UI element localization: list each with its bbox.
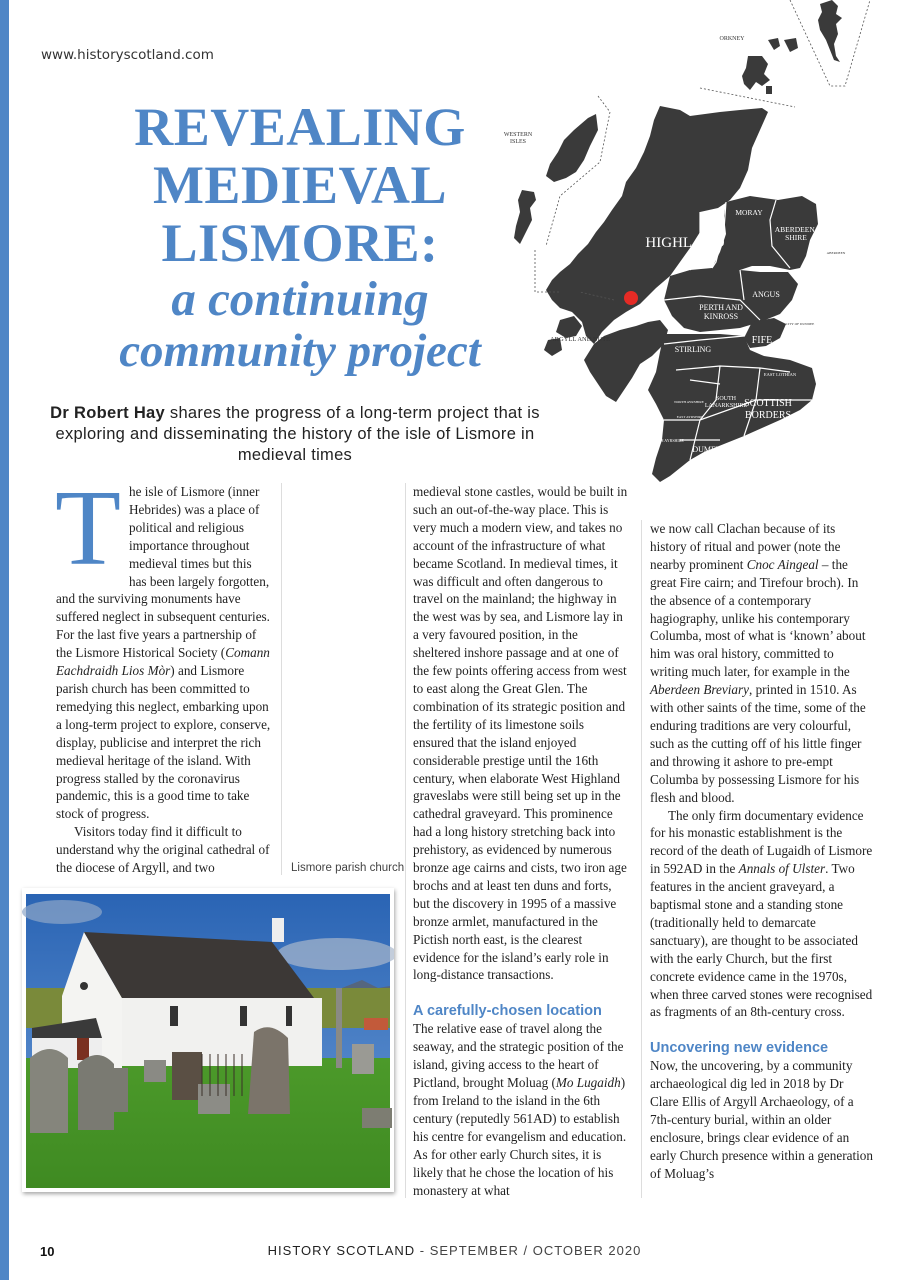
svg-text:ARGYLL AND BUTE: ARGYLL AND BUTE — [549, 336, 611, 343]
svg-text:ANGUS: ANGUS — [752, 290, 780, 299]
scotland-map — [490, 0, 909, 490]
svg-text:STIRLING: STIRLING — [674, 345, 712, 354]
svg-text:KINROSS: KINROSS — [703, 312, 739, 321]
left-accent-bar — [0, 0, 9, 1280]
church-photo — [22, 888, 394, 1192]
column-divider — [641, 520, 642, 1198]
standfirst — [50, 403, 540, 466]
svg-text:DUMFRIES AND: DUMFRIES AND — [692, 445, 752, 454]
column-divider — [405, 483, 406, 1198]
svg-text:ORKNEY: ORKNEY — [719, 36, 745, 42]
svg-text:EAST LOTHIAN: EAST LOTHIAN — [763, 372, 797, 377]
svg-text:HIGHLAND: HIGHLAND — [645, 235, 725, 251]
section-subheading: A carefully-chosen location — [413, 1003, 602, 1020]
article-column-1 — [55, 469, 271, 877]
svg-text:WESTERN: WESTERN — [503, 132, 533, 138]
paragraph: The only firm documentary evidence for his monastic establishment is the record of the death of Lugaidh of Lismore in 592AD in the Annals of Ulster. Two features in the ancient graveyard, a baptismal stone and a standing stone (traditionally held to demarcate sanctuary), are thought to be associated with the early Church, but the first concrete evidence came in the 1970s, when three carved stones were recognised as fragments of an 8th-century cross. — [650, 807, 873, 1020]
column-divider — [281, 483, 282, 875]
paragraph: Visitors today find it difficult to understand why the original cathedral of the diocese of Argyll, and two — [56, 824, 270, 876]
svg-text:FIFE: FIFE — [751, 335, 773, 346]
paragraph: The isle of Lismore (inner Hebrides) was a place of political and religious importance throughout medieval times but this has been largely forgotten, and the surviving monuments have suffered neglect in subsequent centuries. For the last five years a partnership of the Lismore Historical Society (Comann Eachdraidh Lios Mòr) and Lismore parish church has been committed to remedying this neglect, embarking upon a long-term project to explore, conserve, display, publicise and interpret the rich medieval heritage of the island. With progress stalled by the coronavirus pandemic, this is a good time to take stock of progress. — [55, 469, 271, 822]
site-url: www.historyscotland.com — [41, 47, 214, 63]
svg-text:CITY OF DUNDEE: CITY OF DUNDEE — [785, 322, 815, 326]
issue-date: - SEPTEMBER / OCTOBER 2020 — [415, 1243, 642, 1258]
svg-text:GALLOWAY: GALLOWAY — [699, 454, 745, 463]
title-line: MEDIEVAL — [152, 155, 448, 215]
photo-caption: Lismore parish church — [291, 862, 405, 874]
paragraph: Now, the uncovering, by a community archaeological dig led in 2018 by Dr Clare Ellis of Argyll Archaeology, of a 7th-century burial, within an older enclosure, brings clear evidence of an early Church presence within a generation of Moluag’s — [650, 1058, 873, 1181]
standfirst-text: shares the progress of a long-term project that is exploring and disseminating the history of the isle of Lismore in medieval times — [55, 404, 540, 464]
svg-text:EAST AYRSHIRE: EAST AYRSHIRE — [676, 415, 704, 419]
svg-text:SOUTH AYRSHIRE: SOUTH AYRSHIRE — [650, 438, 684, 443]
paragraph: The relative ease of travel along the seaway, and the strategic position of the island, giving access to the heart of Pictland, brought Moluag (Mo Lugaidh) from Ireland to the island in the 6th century (reputedly 561AD) to establish his centre for evangelism and education. As for other early Church sites, it is likely that he chose the location of his monastery at what — [413, 1021, 627, 1198]
paragraph: medieval stone castles, would be built in such an out-of-the-way place. This is very much a modern view, and takes no account of the infrastructure of what became Scotland. In medieval times, it was difficult and often dangerous to travel on the mainland; the highway in the west was by sea, and Lismore lay in a very favoured position, in the sheltered inshore passage and at one of the few points offering access from west to east along the Great Glen. The combination of its strategic position and the fertility of its limestone soils ensured that the island enjoyed considerable prestige until the 16th century, when elaborate West Highland graveslabs were still being set up in the cathedral graveyard. This prominence had a long history stretching back into prehistory, as evidenced by numerous bronze age cairns and cists, two iron age brochs and at least ten duns and forts, but the discovery in 1995 of a massive bronze armlet, manufactured in the Pictish north east, is the clearest evidence for the island’s early role in long-distance transactions. — [413, 484, 628, 983]
magazine-footer — [0, 1243, 909, 1258]
svg-text:PERTH AND: PERTH AND — [699, 303, 743, 312]
title-line: REVEALING — [134, 97, 466, 157]
svg-text:ISLES: ISLES — [509, 139, 527, 145]
author-name: Dr Robert Hay — [50, 404, 166, 422]
paragraph: we now call Clachan because of its history of ritual and power (note the nearby prominent Cnoc Aingeal – the great Fire cairn; and Tirefour broch). In the absence of a contemporary hagiography, unlike his contemporary Columba, most of what is ‘known’ about him was oral history, committed to writing much later, for example in the Aberdeen Breviary, printed in 1510. As with other saints of the time, some of the enduring traditions are very colourful, such as the cutting off of his little finger and throwing it ashore to pre-empt Columba by possessing Lismore for his flesh and blood. — [650, 521, 866, 805]
svg-text:BORDERS: BORDERS — [744, 410, 792, 421]
svg-text:LANARKSHIRE: LANARKSHIRE — [704, 403, 748, 409]
article-title — [70, 98, 530, 378]
lismore-location-marker — [624, 291, 638, 305]
title-subline: a continuing — [171, 271, 429, 326]
svg-text:MORAY: MORAY — [735, 208, 763, 217]
article-column-3 — [650, 520, 875, 1183]
svg-text:ABERDEEN: ABERDEEN — [826, 251, 846, 255]
svg-text:NORTH AYRSHIRE: NORTH AYRSHIRE — [674, 400, 704, 404]
magazine-name: HISTORY SCOTLAND — [267, 1243, 416, 1258]
article-column-2 — [413, 483, 628, 1199]
svg-text:ABERDEEN-: ABERDEEN- — [774, 225, 818, 234]
title-subline: community project — [119, 325, 481, 377]
drop-cap: T — [55, 469, 121, 588]
svg-text:SOUTH: SOUTH — [715, 396, 737, 402]
svg-text:SCOTTISH: SCOTTISH — [744, 398, 792, 409]
svg-text:SHIRE: SHIRE — [785, 233, 807, 242]
page-number: 10 — [40, 1244, 55, 1259]
section-subheading: Uncovering new evidence — [650, 1040, 829, 1057]
title-line: LISMORE: — [161, 213, 439, 273]
